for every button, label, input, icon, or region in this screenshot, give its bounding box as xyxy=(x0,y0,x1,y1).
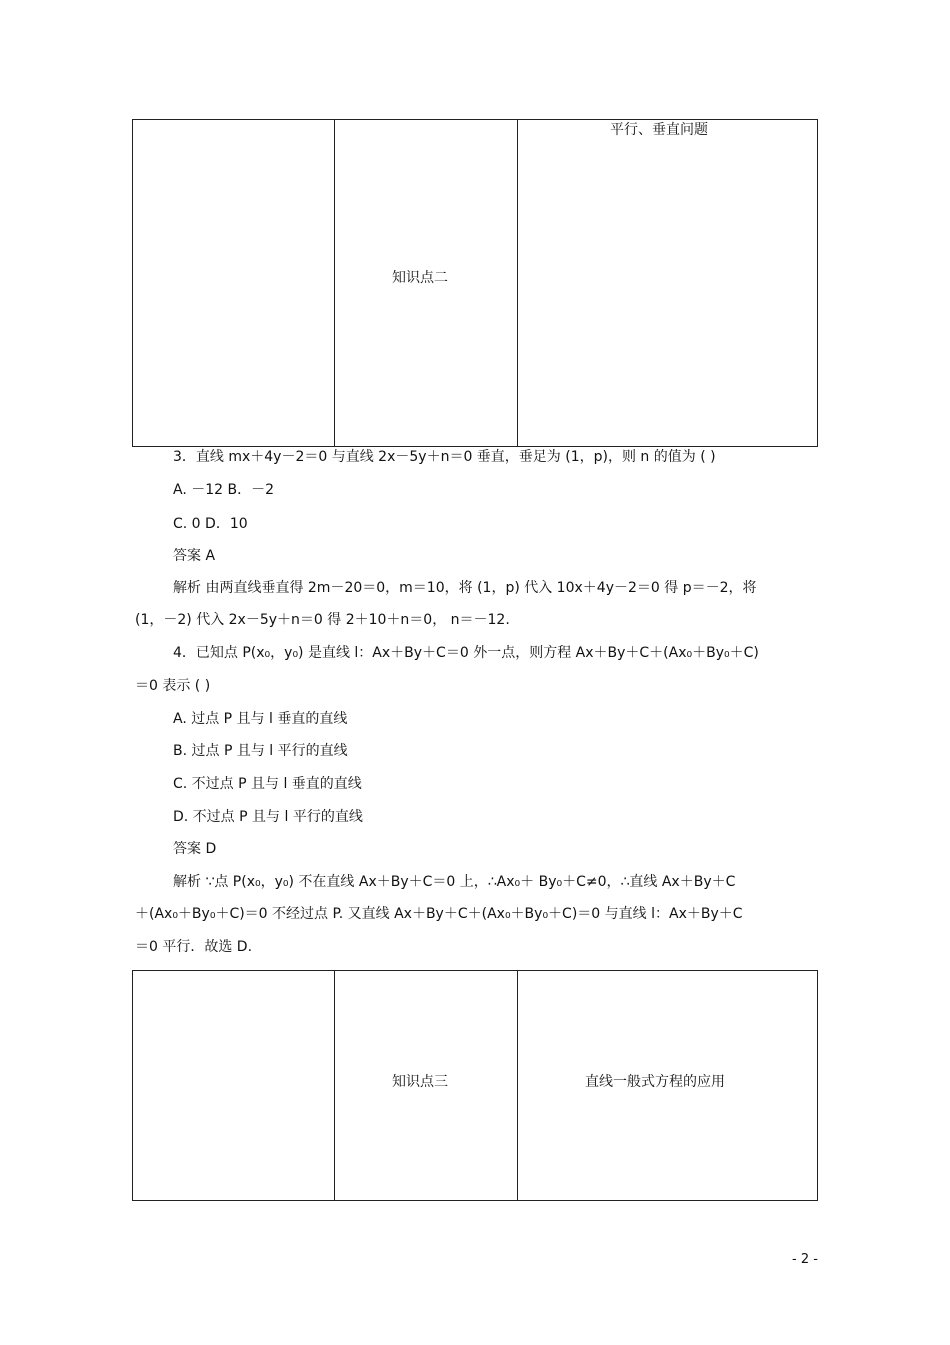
table1-divider-2 xyxy=(517,119,518,446)
table2-knowledge-point-label: 知识点三 xyxy=(392,1074,448,1090)
table2-divider-2 xyxy=(517,970,518,1200)
q4-option-a: A. 过点 P 且与 l 垂直的直线 xyxy=(173,711,348,727)
q4-analysis-line-3: ＝0 平行．故选 D. xyxy=(135,939,253,955)
q3-options-ab: A. －12 B．－2 xyxy=(173,482,275,498)
q4-stem-line-1: 4．已知点 P(x₀，y₀) 是直线 l：Ax＋By＋C＝0 外一点，则方程 Ax＋By＋C＋(Ax₀＋By₀＋C) xyxy=(173,645,759,661)
q4-stem-line-2: ＝0 表示 ( ) xyxy=(135,678,211,694)
page-number: - 2 - xyxy=(792,1252,818,1267)
q4-option-b: B. 过点 P 且与 l 平行的直线 xyxy=(173,743,348,759)
table1-divider-1 xyxy=(334,119,335,446)
q4-option-d: D. 不过点 P 且与 l 平行的直线 xyxy=(173,809,363,825)
q4-analysis-line-1: 解析 ∵点 P(x₀，y₀) 不在直线 Ax＋By＋C＝0 上，∴Ax₀＋ By₀＋C≠0，∴直线 Ax＋By＋C xyxy=(173,874,736,890)
q4-analysis-line-2: ＋(Ax₀＋By₀＋C)＝0 不经过点 P. 又直线 Ax＋By＋C＋(Ax₀＋By₀＋C)＝0 与直线 l：Ax＋By＋C xyxy=(135,906,743,922)
q3-answer: 答案 A xyxy=(173,548,216,564)
q4-answer: 答案 D xyxy=(173,841,217,857)
q3-stem: 3．直线 mx＋4y－2＝0 与直线 2x－5y＋n＝0 垂直，垂足为 (1，p)，则 n 的值为 ( ) xyxy=(173,449,716,465)
q4-option-c: C. 不过点 P 且与 l 垂直的直线 xyxy=(173,776,362,792)
q3-options-cd: C. 0 D．10 xyxy=(173,516,248,532)
table2-divider-1 xyxy=(334,970,335,1200)
q3-analysis-line-1: 解析 由两直线垂直得 2m－20＝0，m＝10，将 (1，p) 代入 10x＋4y－2＝0 得 p＝－2，将 xyxy=(173,580,757,596)
table2-topic-title: 直线一般式方程的应用 xyxy=(585,1074,725,1090)
table1-knowledge-point-label: 知识点二 xyxy=(392,270,448,286)
table1-topic-title: 平行、垂直问题 xyxy=(610,122,708,138)
q3-analysis-line-2: (1，－2) 代入 2x－5y＋n＝0 得 2＋10＋n＝0， n＝－12. xyxy=(135,612,510,628)
table-knowledge-point-2 xyxy=(132,119,818,447)
